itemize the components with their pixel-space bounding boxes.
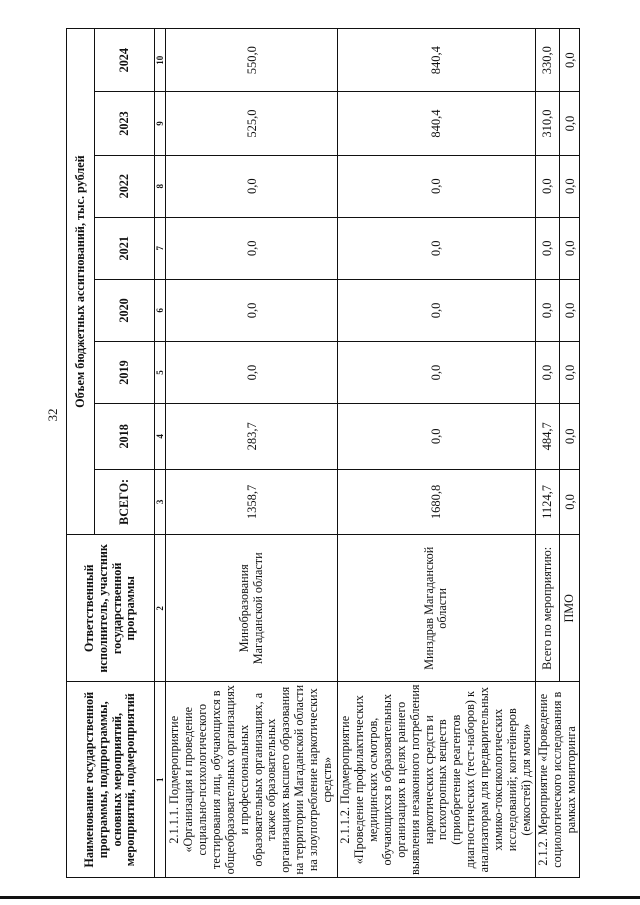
index-cell: 8 xyxy=(155,155,166,217)
header-year-2021: 2021 xyxy=(95,217,155,279)
row-executor: Минобразования Магаданской области xyxy=(166,535,338,682)
row-value-2023: 525,0 xyxy=(166,92,338,155)
header-year-2020: 2020 xyxy=(95,279,155,341)
row-value-2018: 484,7 xyxy=(535,404,559,470)
row-value-2019: 0,0 xyxy=(535,341,559,403)
row-value-2021: 0,0 xyxy=(535,217,559,279)
index-row xyxy=(155,29,166,878)
row-value-2022: 0,0 xyxy=(338,155,536,217)
index-cell: 5 xyxy=(155,341,166,403)
row-value-2023: 840,4 xyxy=(338,92,536,155)
index-cell: 3 xyxy=(155,469,166,535)
row-name: 2.1.1.1. Подмероприятие «Организация и проведение социально-психологического тестирования лиц, обучающихся в общеобразовательных организациях и профессиональных образовательных организациях, а также образовательных организациях высшего образования на территории Магаданской области на злоупотребление наркотических средств» xyxy=(166,682,338,878)
row-total: 1124,7 xyxy=(535,469,559,535)
index-cell: 7 xyxy=(155,217,166,279)
row-value-2018: 283,7 xyxy=(166,404,338,470)
row-value-2023: 310,0 xyxy=(535,92,559,155)
index-cell: 4 xyxy=(155,404,166,470)
table-row xyxy=(535,29,559,878)
header-executor-column: Ответственный исполнитель, участник государственной программы xyxy=(67,535,155,682)
row-value-2024: 330,0 xyxy=(535,29,559,92)
row-value-2021: 0,0 xyxy=(338,217,536,279)
header-year-2023: 2023 xyxy=(95,92,155,155)
row-executor: Минздрав Магаданской области xyxy=(338,535,536,682)
row-name: 2.1.2. Мероприятие «Проведение социологического исследования в рамках мониторинга xyxy=(535,682,580,878)
row-value-2021: 0,0 xyxy=(559,217,580,279)
row-value-2024: 840,4 xyxy=(338,29,536,92)
row-value-2020: 0,0 xyxy=(535,279,559,341)
row-value-2023: 0,0 xyxy=(559,92,580,155)
row-value-2024: 550,0 xyxy=(166,29,338,92)
row-value-2022: 0,0 xyxy=(535,155,559,217)
row-value-2020: 0,0 xyxy=(559,279,580,341)
row-value-2022: 0,0 xyxy=(166,155,338,217)
header-name-column: Наименование государственной программы, подпрограммы, основных мероприятий, мероприятий, подмероприятий xyxy=(67,682,155,878)
index-cell: 9 xyxy=(155,92,166,155)
row-executor: Всего по мероприятию: xyxy=(535,535,559,682)
row-value-2021: 0,0 xyxy=(166,217,338,279)
header-year-2019: 2019 xyxy=(95,341,155,403)
row-name: 2.1.1.2. Подмероприятие «Проведение профилактических медицинских осмотров, обучающихся в образовательных организациях в целях раннего выявления незаконного потребления наркотических средств и психотропных веществ (приобретение реагентов диагностических (тест-наборов) к анализаторам для предварительных химико-токсикологических исследований; контейнеров (емкостей) для мочи» xyxy=(338,682,536,878)
row-value-2020: 0,0 xyxy=(338,279,536,341)
rotated-budget-table-wrapper xyxy=(66,28,578,878)
header-year-2018: 2018 xyxy=(95,404,155,470)
row-total: 0,0 xyxy=(559,469,580,535)
table-row xyxy=(338,29,536,878)
row-value-2024: 0,0 xyxy=(559,29,580,92)
table-row xyxy=(166,29,338,878)
row-value-2018: 0,0 xyxy=(338,404,536,470)
page-number: 32 xyxy=(45,408,60,422)
row-value-2019: 0,0 xyxy=(166,341,338,403)
row-total: 1680,8 xyxy=(338,469,536,535)
header-year-2022: 2022 xyxy=(95,155,155,217)
header-budget-column: Объем бюджетных ассигнований, тыс. рублей xyxy=(67,29,95,535)
row-value-2022: 0,0 xyxy=(559,155,580,217)
row-value-2019: 0,0 xyxy=(559,341,580,403)
index-cell: 6 xyxy=(155,279,166,341)
row-value-2019: 0,0 xyxy=(338,341,536,403)
page-bottom-border xyxy=(0,896,640,899)
index-cell: 10 xyxy=(155,29,166,92)
row-executor: ПМО xyxy=(559,535,580,682)
index-cell: 1 xyxy=(155,682,166,878)
header-year-2024: 2024 xyxy=(95,29,155,92)
row-total: 1358,7 xyxy=(166,469,338,535)
index-cell: 2 xyxy=(155,535,166,682)
row-value-2018: 0,0 xyxy=(559,404,580,470)
header-total: ВСЕГО: xyxy=(95,469,155,535)
row-value-2020: 0,0 xyxy=(166,279,338,341)
budget-table xyxy=(66,28,580,878)
